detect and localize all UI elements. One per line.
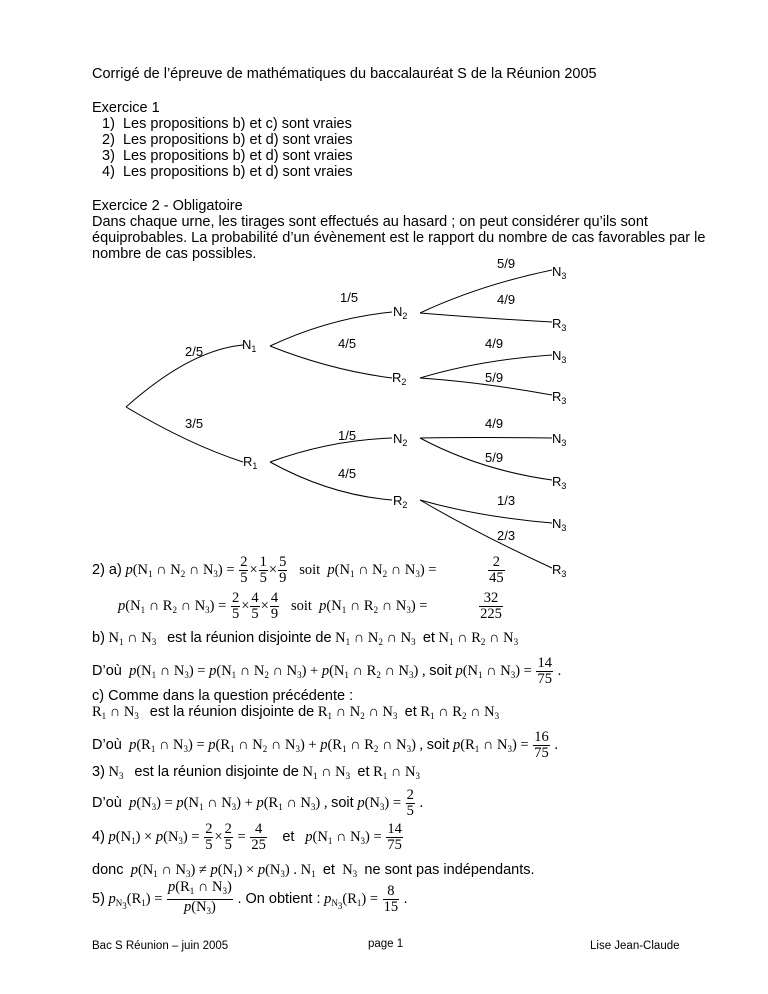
branch-leaf-1	[420, 270, 552, 313]
tree-prob-label: 5/9	[497, 256, 516, 271]
footer-author: Lise Jean-Claude	[590, 940, 680, 952]
answer-2b-line1: b) $N_1$ ∩ $N_3$ est la réunion disjointe de $N_1$ ∩ $N_2$ ∩ $N_3$ et $N_1$ ∩ $R_2$ ∩ $N_3$	[92, 630, 519, 647]
tree-node-n2: $N_2$	[393, 304, 408, 321]
branch-r1-n2	[270, 438, 392, 462]
tree-node-r3: $R_3$	[552, 562, 567, 579]
footer-left: Bac S Réunion – juin 2005	[92, 940, 229, 952]
tree-prob-label: 1/5	[340, 290, 359, 305]
exercise-2-intro: Dans chaque urne, les tirages sont effectués au hasard ; on peut considérer qu’ils sont	[92, 214, 648, 230]
answer-2a-line2: $p(N_1$ ∩ $R_2$ ∩ $N_3$) = $\frac{2}{5}$ × $\frac{4}{5}$ × $\frac{4}{9}$ soit $p(N_1$ ∩ $R_2$ ∩ $N_3$) = $\frac{32}{225}$	[118, 590, 502, 622]
tree-prob-label: 5/9	[485, 450, 504, 465]
tree-node-r2: $R_2$	[393, 493, 408, 510]
tree-node-n2: $N_2$	[393, 431, 408, 448]
answer-2b-line2: D’où $p(N_1$ ∩ $N_3) = p(N_1$ ∩ $N_2$ ∩ $N_3) + p(N_1$ ∩ $R_2$ ∩ $N_3$) , soit $p(N_1$ ∩ $N_3$) = $\frac{14}{75}$ .	[92, 655, 562, 687]
branch-n1-n2	[270, 312, 392, 346]
tree-node-n3: $N_3$	[552, 516, 567, 533]
exercise-1-item: 2) Les propositions b) et d) sont vraies	[102, 132, 353, 148]
branch-leaf-5	[420, 438, 552, 439]
tree-node-n3: $N_3$	[552, 431, 567, 448]
tree-prob-label: 4/5	[338, 466, 357, 481]
exercise-2-intro: équiprobables. La probabilité d’un évènement est le rapport du nombre de cas favorables par le	[92, 230, 706, 246]
exercise-2-intro: nombre de cas possibles.	[92, 246, 257, 262]
exercise-1-item: 1) Les propositions b) et c) sont vraies	[102, 116, 352, 132]
exercise-1-item: 3) Les propositions b) et d) sont vraies	[102, 148, 353, 164]
answer-3-line2: D’où $p(N_3) = p(N_1$ ∩ $N_3) + p(R_1$ ∩ $N_3$) , soit $p(N_3)$ = $\frac{2}{5}$ .	[92, 787, 424, 819]
answer-2a-line1: 2) a) $p(N_1$ ∩ $N_2$ ∩ $N_3$) = $\frac{2}{5}$ × $\frac{1}{5}$ × $\frac{5}{9}$ soit $p(N_1$ ∩ $N_2$ ∩ $N_3$) = $\frac{2}{45}$	[92, 554, 504, 586]
answer-4-line2: donc $p(N_1$ ∩ $N_3) \ne p(N_1) \times p(N_3)$ . $N_1$ et $N_3$ ne sont pas indépendants.	[92, 862, 535, 879]
answer-5-line: 5) $p_{N_3}(R_1)$ = $\frac{p(R_1 \cap N_3)}{p(N_3)}$ . On obtient : $p_{N_3}(R_1)$ = $\frac{8}{15}$ .	[92, 879, 408, 916]
branch-leaf-2	[420, 313, 552, 322]
answer-2c-intro: c) Comme dans la question précédente :	[92, 688, 354, 704]
answer-2c-line1: $R_1$ ∩ $N_3$ est la réunion disjointe de $R_1$ ∩ $N_2$ ∩ $N_3$ et $R_1$ ∩ $R_2$ ∩ $N_3$	[92, 704, 500, 721]
exercise-1-heading: Exercice 1	[92, 100, 160, 116]
tree-prob-label: 2/3	[497, 528, 516, 543]
tree-node-r3: $R_3$	[552, 316, 567, 333]
tree-prob-label: 4/9	[485, 416, 504, 431]
tree-prob-label: 2/5	[185, 344, 204, 359]
tree-prob-label: 4/9	[485, 336, 504, 351]
tree-prob-label: 1/5	[338, 428, 357, 443]
tree-node-r1: $R_1$	[243, 454, 258, 471]
page-number: page 1	[368, 938, 404, 950]
tree-node-r3: $R_3$	[552, 474, 567, 491]
tree-prob-label: 4/9	[497, 292, 516, 307]
branch-r1-r2	[270, 462, 392, 500]
page-title: Corrigé de l’épreuve de mathématiques du baccalauréat S de la Réunion 2005	[92, 66, 597, 82]
tree-prob-label: 4/5	[338, 336, 357, 351]
tree-prob-label: 1/3	[497, 493, 516, 508]
tree-prob-label: 5/9	[485, 370, 504, 385]
branch-n1-r2	[270, 346, 392, 378]
answer-3-line1: 3) $N_3$ est la réunion disjointe de $N_1$ ∩ $N_3$ et $R_1$ ∩ $N_3$	[92, 764, 420, 781]
exercise-2-heading: Exercice 2 - Obligatoire	[92, 198, 243, 214]
tree-prob-label: 3/5	[185, 416, 204, 431]
answer-4-line1: 4) $p(N_1) \times p(N_3)$ = $\frac{2}{5}$ × $\frac{2}{5}$ = $\frac{4}{25}$ et $p(N_1$ ∩ $N_3$) = $\frac{14}{75}$	[92, 821, 402, 853]
answer-2c-line2: D’où $p(R_1$ ∩ $N_3) = p(R_1$ ∩ $N_2$ ∩ $N_3) + p(R_1$ ∩ $R_2$ ∩ $N_3$) , soit $p(R_1$ ∩ $N_3$) = $\frac{16}{75}$ .	[92, 729, 558, 761]
tree-node-n3: $N_3$	[552, 264, 567, 281]
tree-node-r3: $R_3$	[552, 389, 567, 406]
tree-node-n3: $N_3$	[552, 348, 567, 365]
exercise-1-item: 4) Les propositions b) et d) sont vraies	[102, 164, 353, 180]
tree-node-n1: $N_1$	[242, 337, 257, 354]
tree-node-r2: $R_2$	[392, 370, 407, 387]
